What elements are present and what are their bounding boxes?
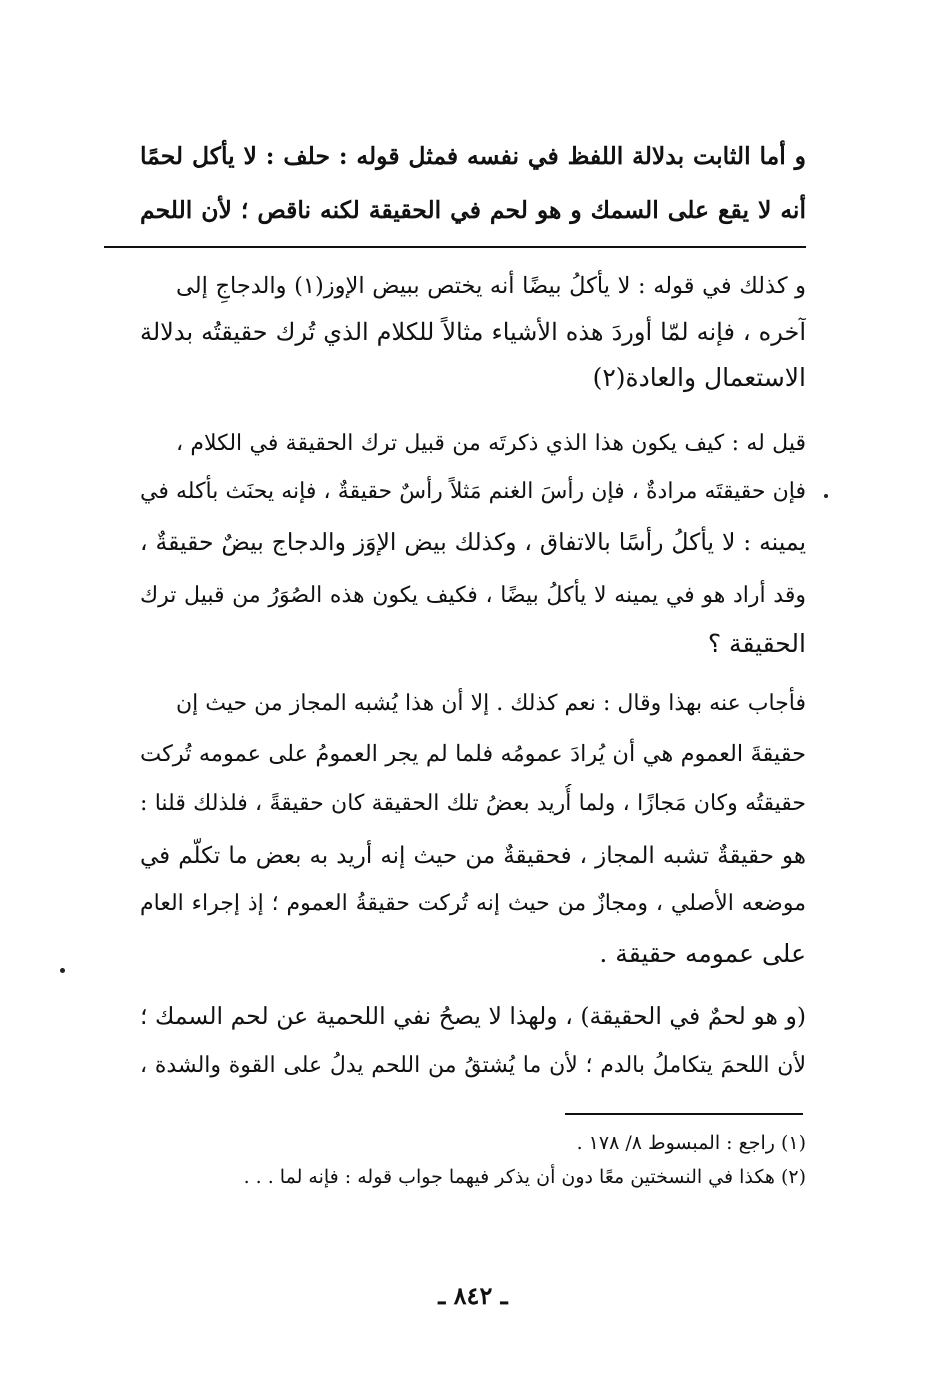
text-line: على عمومه حقيقة . xyxy=(599,939,806,968)
text-line: آخره ، فإنه لمّا أوردَ هذه الأشياء مثالاً للكلام الذي تُرك حقيقتُه بدلالة xyxy=(140,318,806,346)
text-line: حقيقتُه وكان مَجازًا ، ولما أُريد بعضُ تلك الحقيقة كان حقيقةً ، فلذلك قلنا : xyxy=(140,791,806,816)
text-line: فإن حقيقتَه مرادةٌ ، فإن رأسَ الغنم مَثلاً رأسٌ حقيقةٌ ، فإنه يحنَث بأكله في xyxy=(140,479,806,504)
speck-mark xyxy=(824,494,828,498)
separator-rule xyxy=(104,246,806,248)
footnote-rule xyxy=(565,1113,803,1115)
text-line: الحقيقة ؟ xyxy=(707,629,806,658)
text-line: الاستعمال والعادة(٢) xyxy=(592,363,806,392)
text-line: موضعه الأصلي ، ومجازٌ من حيث إنه تُركت حقيقةُ العموم ؛ إذ إجراء العام xyxy=(140,891,806,916)
text-line: لأن اللحمَ يتكاملُ بالدم ؛ لأن ما يُشتقُ من اللحم يدلُ على القوة والشدة ، xyxy=(140,1053,806,1078)
text-line: فأجاب عنه بهذا وقال : نعم كذلك . إلا أن هذا يُشبه المجاز من حيث إن xyxy=(176,691,806,716)
speck-mark xyxy=(60,968,65,973)
footnote: (٢) هكذا في النسختين معًا دون أن يذكر فيهما جواب قوله : فإنه لما . . . xyxy=(243,1166,806,1188)
text-line: أنه لا يقع على السمك و هو لحم في الحقيقة لكنه ناقص ؛ لأن اللحم xyxy=(140,196,806,224)
text-line: وقد أراد هو في يمينه لا يأكلُ بيضًا ، فكيف يكون هذه الصُوَرُ من قبيل ترك xyxy=(140,583,806,608)
text-line: هو حقيقةٌ تشبه المجاز ، فحقيقةٌ من حيث إنه أريد به بعض ما تكلّم في xyxy=(140,843,806,869)
page-number: ـ ٨٤٢ ـ xyxy=(438,1281,508,1310)
text-line: قيل له : كيف يكون هذا الذي ذكرتَه من قبيل ترك الحقيقة في الكلام ، xyxy=(176,431,806,456)
text-line: و أما الثابت بدلالة اللفظ في نفسه فمثل قوله : حلف : لا يأكل لحمًا xyxy=(140,142,806,170)
text-line: يمينه : لا يأكلُ رأسًا بالاتفاق ، وكذلك بيض الإوَز والدجاج بيضٌ حقيقةٌ ، xyxy=(140,528,806,556)
text-line: و كذلك في قوله : لا يأكلُ بيضًا أنه يختص ببيض الإوز(١) والدجاجِ إلى xyxy=(176,273,806,299)
text-line: حقيقةَ العموم هي أن يُرادَ عمومُه فلما لم يجر العمومُ على عمومه تُركت xyxy=(140,741,806,767)
footnote: (١) راجع : المبسوط ٨/ ١٧٨ . xyxy=(576,1132,806,1154)
text-line: (و هو لحمٌ في الحقيقة) ، ولهذا لا يصحُ نفي اللحمية عن لحم السمك ؛ xyxy=(140,1002,806,1030)
